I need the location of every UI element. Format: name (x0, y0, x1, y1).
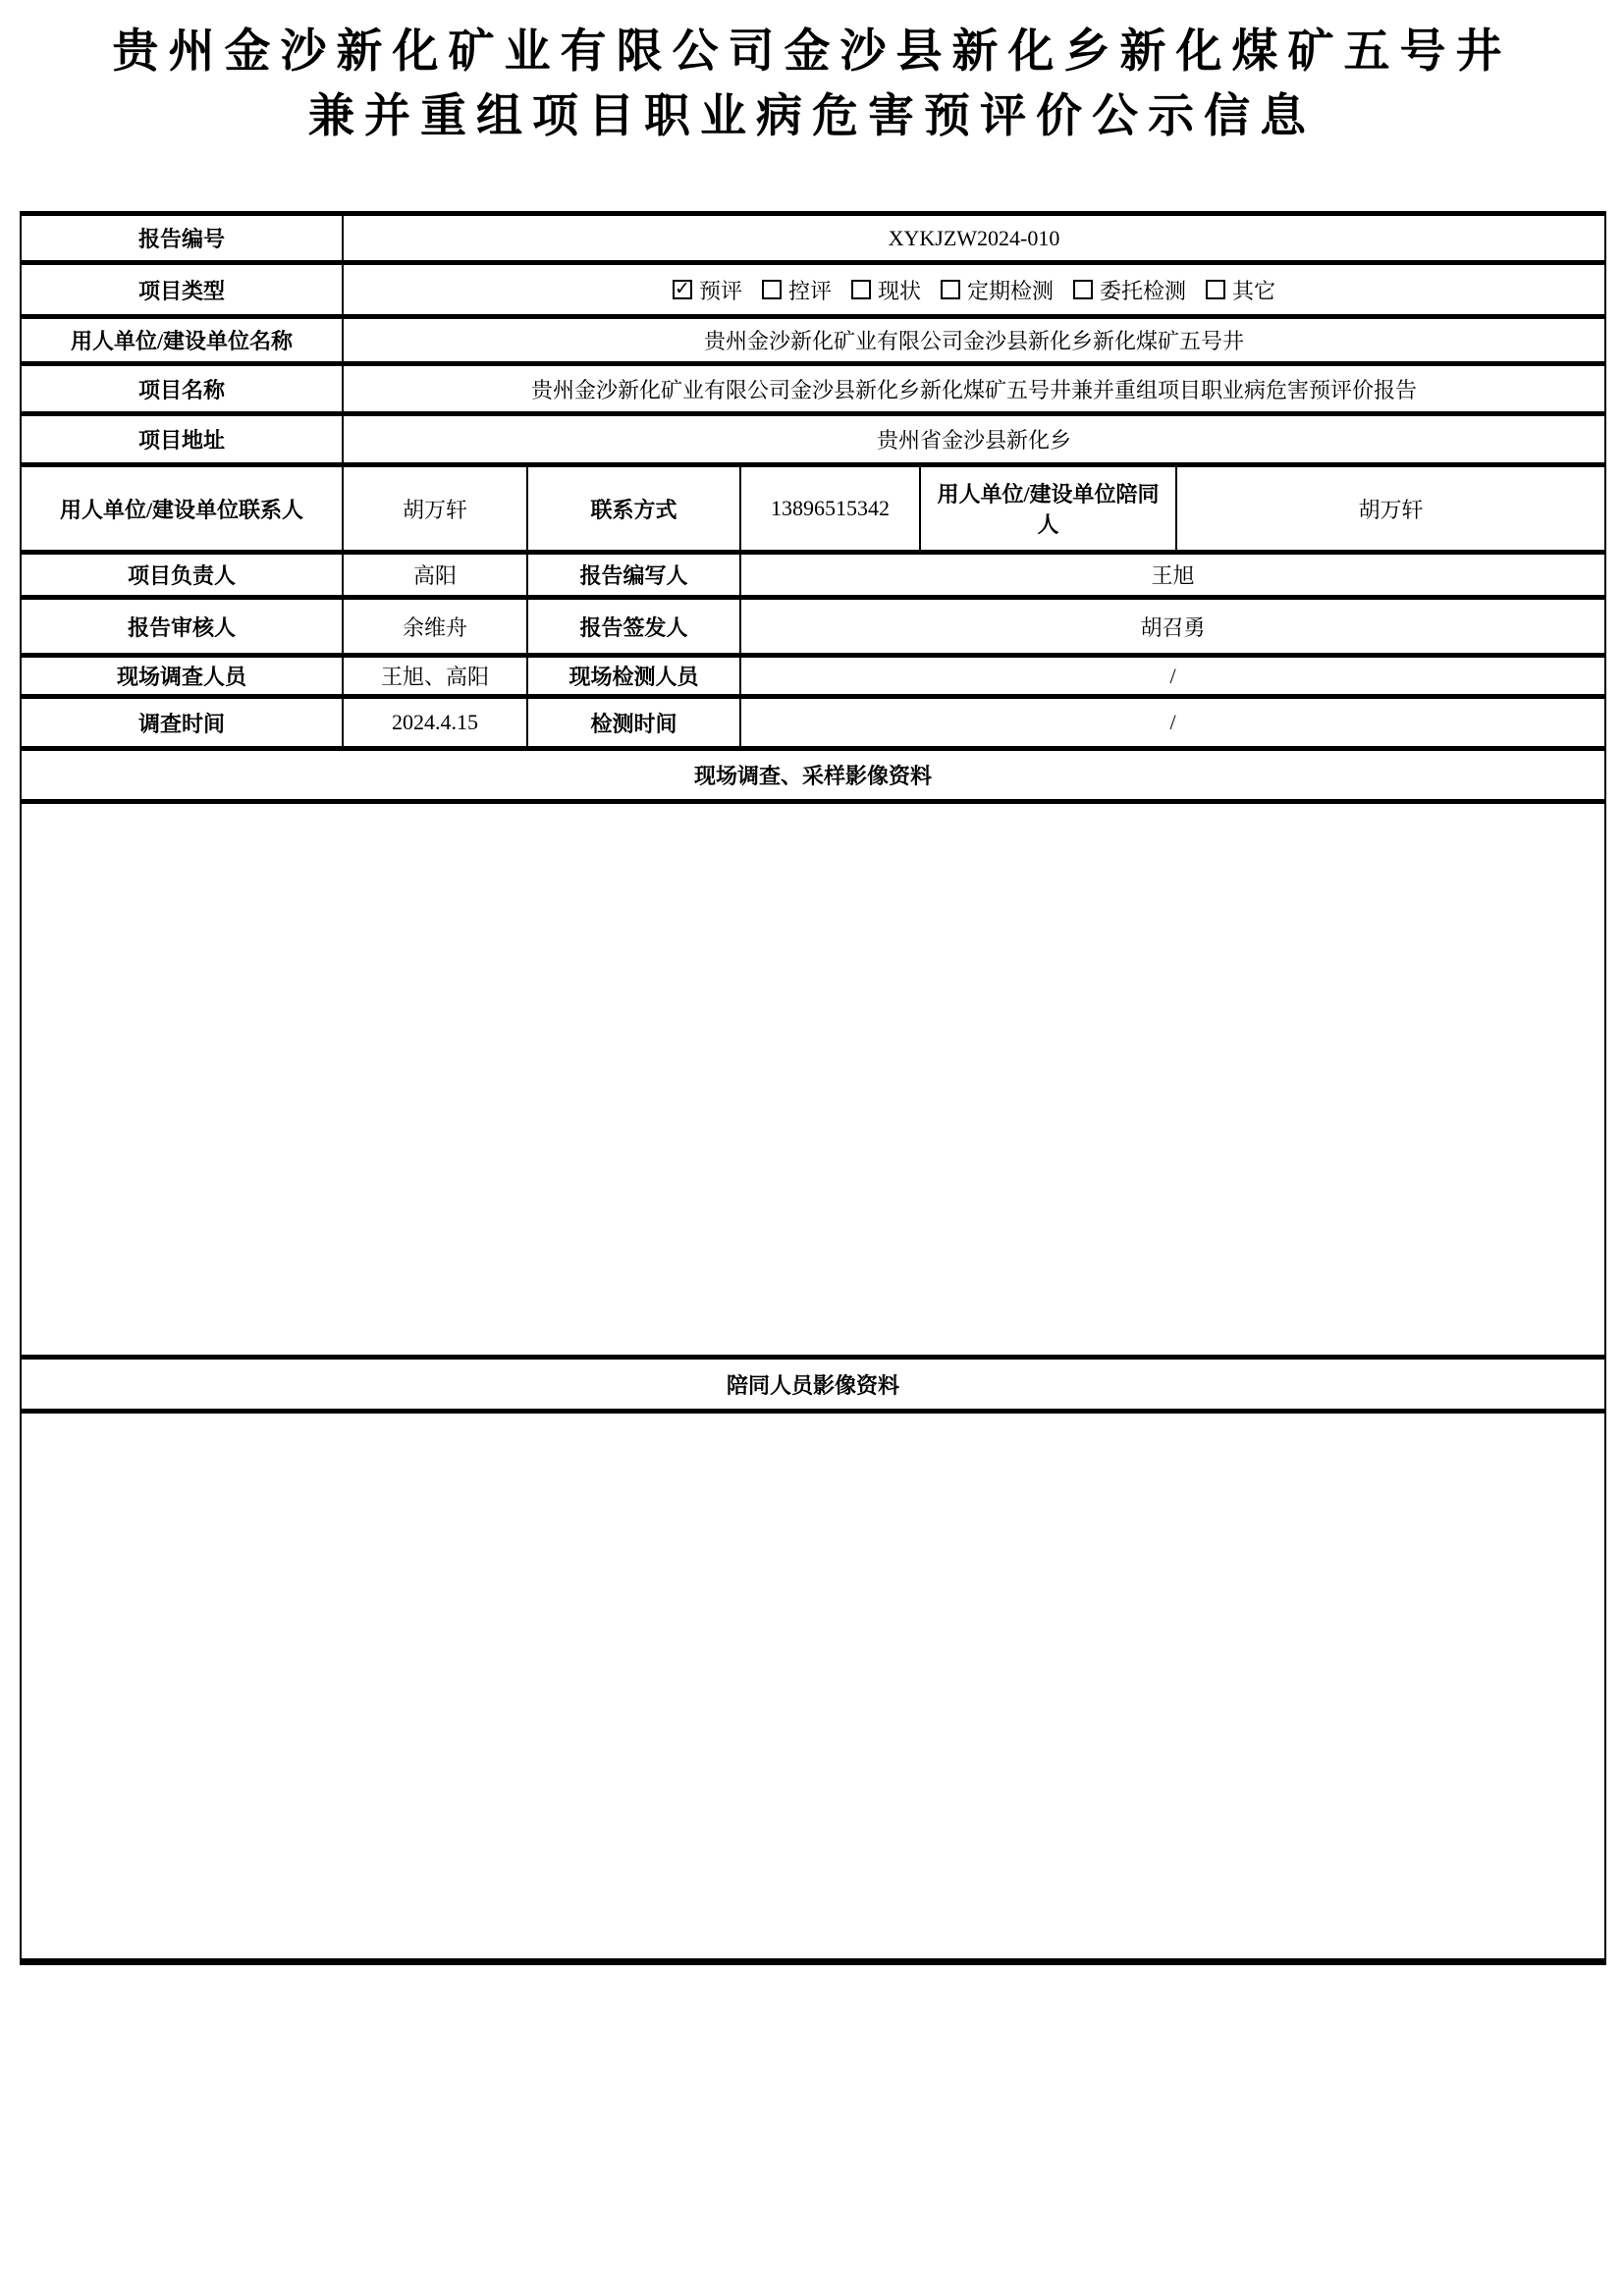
checkbox-option-status: 现状 (851, 275, 921, 305)
document-title (0, 22, 1624, 147)
project-address-label: 项目地址 (21, 414, 343, 465)
project-leader-value: 高阳 (343, 553, 527, 598)
employer-name-value: 贵州金沙新化矿业有限公司金沙县新化乡新化煤矿五号井 (343, 317, 1605, 364)
row-project-name (21, 364, 1605, 414)
checkbox-empty-icon (762, 280, 782, 299)
site-survey-photos-area (21, 802, 1605, 1358)
test-time-label: 检测时间 (527, 697, 740, 749)
escort-value: 胡万轩 (1176, 465, 1605, 553)
report-writer-label: 报告编写人 (527, 553, 740, 598)
report-no-label: 报告编号 (21, 214, 343, 263)
row-section2-header (21, 1358, 1605, 1412)
row-section2-photos (21, 1412, 1605, 1962)
row-project-address (21, 414, 1605, 465)
row-section1-header (21, 749, 1605, 802)
checkbox-option-periodic: 定期检测 (941, 275, 1054, 305)
report-reviewer-value: 余维舟 (343, 598, 527, 656)
report-reviewer-label: 报告审核人 (21, 598, 343, 656)
report-issuer-label: 报告签发人 (527, 598, 740, 656)
checkbox-empty-icon (1073, 280, 1093, 299)
project-name-value: 贵州金沙新化矿业有限公司金沙县新化乡新化煤矿五号井兼并重组项目职业病危害预评价报告 (343, 364, 1605, 414)
site-test-staff-value: / (740, 656, 1605, 697)
site-survey-staff-label: 现场调查人员 (21, 656, 343, 697)
checkbox-option-other: 其它 (1206, 275, 1275, 305)
row-section1-photos (21, 802, 1605, 1358)
test-time-value: / (740, 697, 1605, 749)
escort-label: 用人单位/建设单位陪同人 (920, 465, 1176, 553)
project-address-value: 贵州省金沙县新化乡 (343, 414, 1605, 465)
checkbox-empty-icon (1206, 280, 1225, 299)
survey-time-value: 2024.4.15 (343, 697, 527, 749)
report-no-value: XYKJZW2024-010 (343, 214, 1605, 263)
checkbox-empty-icon (941, 280, 960, 299)
site-survey-staff-value: 王旭、高阳 (343, 656, 527, 697)
contact-value: 胡万轩 (343, 465, 527, 553)
document-title-line1: 贵州金沙新化矿业有限公司金沙县新化乡新化煤矿五号井 (112, 27, 1512, 78)
row-report-no (21, 214, 1605, 263)
project-leader-label: 项目负责人 (21, 553, 343, 598)
checkbox-empty-icon (851, 280, 871, 299)
row-review (21, 598, 1605, 656)
info-table (20, 211, 1606, 1965)
site-survey-photos-header: 现场调查、采样影像资料 (21, 749, 1605, 802)
row-project-type (21, 263, 1605, 317)
project-name-label: 项目名称 (21, 364, 343, 414)
escort-photos-header: 陪同人员影像资料 (21, 1358, 1605, 1412)
phone-value: 13896515342 (740, 465, 920, 553)
row-time (21, 697, 1605, 749)
row-survey (21, 656, 1605, 697)
document-title-line2: 兼并重组项目职业病危害预评价公示信息 (308, 91, 1316, 142)
employer-name-label: 用人单位/建设单位名称 (21, 317, 343, 364)
row-contacts (21, 465, 1605, 553)
project-type-label: 项目类型 (21, 263, 343, 317)
row-employer-name (21, 317, 1605, 364)
checkbox-option-control: 控评 (762, 275, 832, 305)
checkbox-checked-icon: ✓ (673, 280, 692, 299)
project-type-options (350, 275, 1598, 305)
checkbox-option-preassess: ✓ 预评 (673, 275, 742, 305)
site-test-staff-label: 现场检测人员 (527, 656, 740, 697)
project-type-value (343, 263, 1605, 317)
contact-label: 用人单位/建设单位联系人 (21, 465, 343, 553)
escort-photos-area (21, 1412, 1605, 1962)
phone-label: 联系方式 (527, 465, 740, 553)
row-leader (21, 553, 1605, 598)
survey-time-label: 调查时间 (21, 697, 343, 749)
report-issuer-value: 胡召勇 (740, 598, 1605, 656)
report-writer-value: 王旭 (740, 553, 1605, 598)
checkbox-option-entrusted: 委托检测 (1073, 275, 1186, 305)
